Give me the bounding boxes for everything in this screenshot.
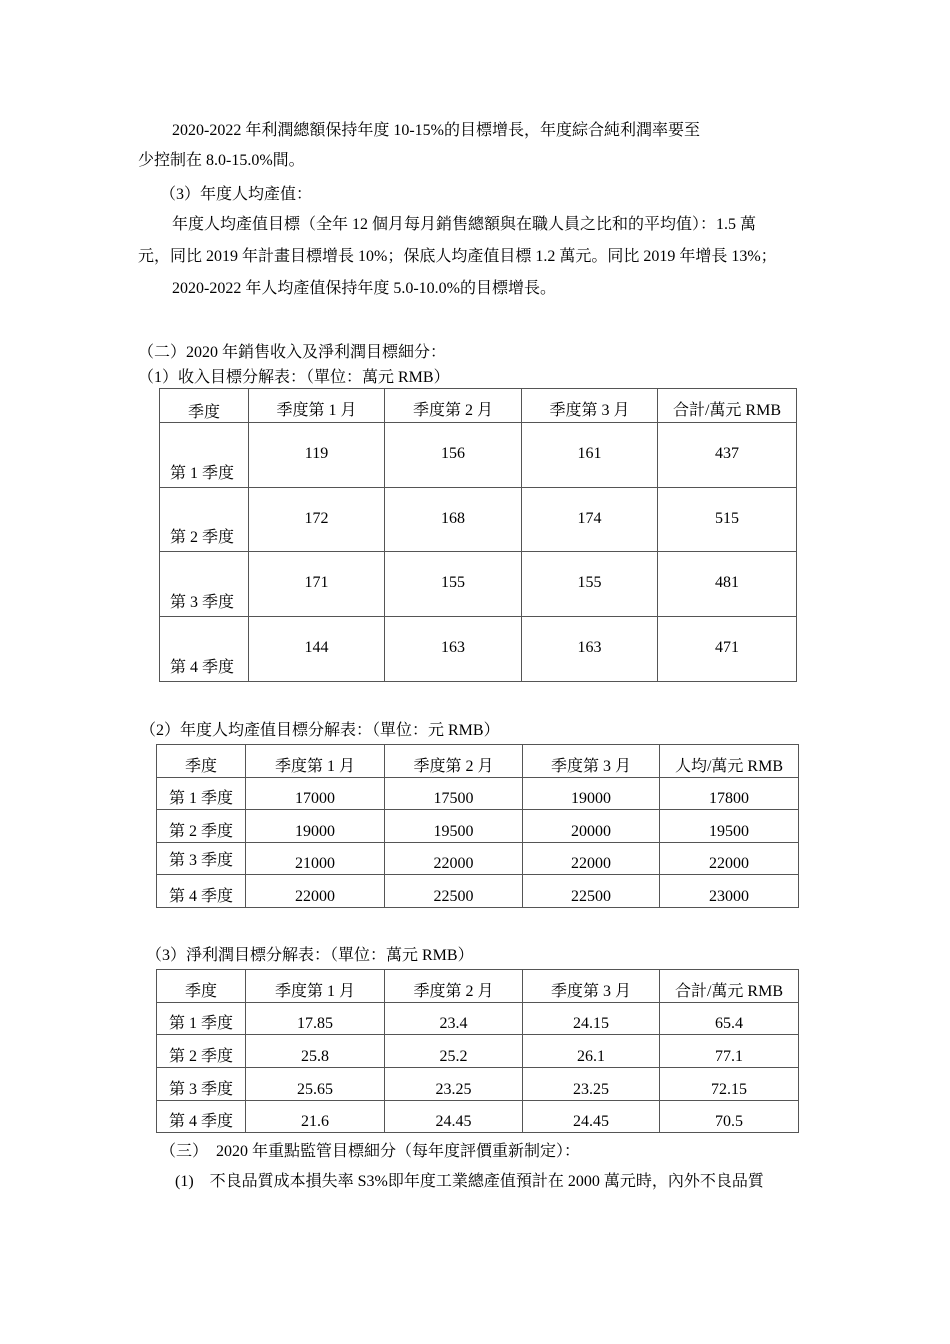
value-cell: 19500 — [385, 810, 523, 843]
value-cell: 19000 — [523, 778, 660, 810]
value-cell: 22000 — [385, 843, 523, 875]
value-cell: 22500 — [523, 875, 660, 908]
quarter-cell: 第 4 季度 — [157, 875, 246, 908]
value-cell: 119 — [249, 423, 385, 488]
table-row — [157, 810, 799, 843]
value-cell: 22000 — [523, 843, 660, 875]
header-cell: 人均/萬元 RMB — [660, 745, 799, 778]
total-cell: 481 — [658, 552, 797, 617]
total-cell: 23000 — [660, 875, 799, 908]
table-row — [157, 778, 799, 810]
total-cell: 72.15 — [660, 1068, 799, 1101]
quarter-cell: 第 2 季度 — [157, 1035, 246, 1068]
value-cell: 163 — [522, 617, 658, 682]
value-cell: 20000 — [523, 810, 660, 843]
value-cell: 23.25 — [523, 1068, 660, 1101]
quarter-cell: 第 2 季度 — [160, 488, 249, 552]
value-cell: 17500 — [385, 778, 523, 810]
value-cell: 24.45 — [385, 1101, 523, 1133]
quarter-cell: 第 1 季度 — [157, 778, 246, 810]
value-cell: 24.45 — [523, 1101, 660, 1133]
paragraph-profit-growth-line1: 2020-2022 年利潤總額保持年度 10-15%的目標增長，年度綜合純利潤率要至 — [172, 122, 700, 139]
paragraph-per-capita-target-line2: 元，同比 2019 年計畫目標增長 10%；保底人均產值目標 1.2 萬元。同比 2019 年增長 13%； — [138, 248, 777, 265]
total-cell: 471 — [658, 617, 797, 682]
value-cell: 24.15 — [523, 1003, 660, 1035]
value-cell: 155 — [522, 552, 658, 617]
total-cell: 22000 — [660, 843, 799, 875]
quarter-cell: 第 4 季度 — [160, 617, 249, 682]
section2-heading: （二）2020 年銷售收入及淨利潤目標細分： — [138, 344, 447, 361]
value-cell: 171 — [249, 552, 385, 617]
header-cell: 季度 — [160, 389, 249, 423]
table-header-row — [160, 389, 797, 423]
paragraph-per-capita-target-line1: 年度人均產值目標（全年 12 個月每月銷售總額與在職人員之比和的平均值）：1.5 萬 — [172, 216, 757, 233]
value-cell: 168 — [385, 488, 522, 552]
total-cell: 17800 — [660, 778, 799, 810]
header-cell: 季度第 1 月 — [246, 745, 385, 778]
value-cell: 23.4 — [385, 1003, 523, 1035]
value-cell: 172 — [249, 488, 385, 552]
quarter-cell: 第 3 季度 — [157, 1068, 246, 1101]
quarter-cell: 第 3 季度 — [160, 552, 249, 617]
table-row — [157, 1035, 799, 1068]
table-row — [160, 552, 797, 617]
header-cell: 季度第 2 月 — [385, 970, 523, 1003]
quarter-cell: 第 1 季度 — [160, 423, 249, 488]
value-cell: 144 — [249, 617, 385, 682]
table-header-row — [157, 970, 799, 1003]
paragraph-profit-growth-line2: 少控制在 8.0-15.0%間。 — [138, 152, 305, 169]
total-cell: 70.5 — [660, 1101, 799, 1133]
table1-caption: （1）收入目標分解表：（單位：萬元 RMB） — [138, 369, 450, 386]
quarter-cell: 第 2 季度 — [157, 810, 246, 843]
quarter-cell: 第 1 季度 — [157, 1003, 246, 1035]
value-cell: 163 — [385, 617, 522, 682]
revenue-target-table — [159, 388, 797, 682]
value-cell: 22500 — [385, 875, 523, 908]
paragraph-per-capita-growth: 2020-2022 年人均產值保持年度 5.0-10.0%的目標增長。 — [172, 280, 556, 297]
value-cell: 21.6 — [246, 1101, 385, 1133]
value-cell: 22000 — [246, 875, 385, 908]
quarter-cell: 第 4 季度 — [157, 1101, 246, 1133]
section3-item1: (1) 不良品質成本損失率 S3%即年度工業總產值預計在 2000 萬元時，內外不良品質 — [175, 1173, 764, 1190]
table-header-row — [157, 745, 799, 778]
header-cell: 季度 — [157, 745, 246, 778]
value-cell: 21000 — [246, 843, 385, 875]
table-row — [157, 1003, 799, 1035]
total-cell: 19500 — [660, 810, 799, 843]
header-cell: 季度第 3 月 — [523, 970, 660, 1003]
table3-caption: （3）淨利潤目標分解表：（單位：萬元 RMB） — [146, 947, 474, 964]
per-capita-output-table — [156, 744, 799, 908]
table-row — [157, 1101, 799, 1133]
header-cell: 季度第 2 月 — [385, 745, 523, 778]
total-cell: 515 — [658, 488, 797, 552]
table2-caption: （2）年度人均產值目標分解表：（單位：元 RMB） — [140, 722, 500, 739]
total-cell: 77.1 — [660, 1035, 799, 1068]
value-cell: 156 — [385, 423, 522, 488]
header-cell: 季度第 3 月 — [523, 745, 660, 778]
header-cell: 季度第 1 月 — [246, 970, 385, 1003]
value-cell: 17.85 — [246, 1003, 385, 1035]
heading-per-capita-output: （3）年度人均產值： — [160, 186, 313, 203]
header-cell: 合計/萬元 RMB — [660, 970, 799, 1003]
value-cell: 23.25 — [385, 1068, 523, 1101]
quarter-cell: 第 3 季度 — [157, 843, 246, 875]
net-profit-target-table — [156, 969, 799, 1133]
table-row — [160, 488, 797, 552]
header-cell: 季度第 3 月 — [522, 389, 658, 423]
header-cell: 合計/萬元 RMB — [658, 389, 797, 423]
value-cell: 25.65 — [246, 1068, 385, 1101]
header-cell: 季度第 2 月 — [385, 389, 522, 423]
value-cell: 174 — [522, 488, 658, 552]
value-cell: 155 — [385, 552, 522, 617]
value-cell: 19000 — [246, 810, 385, 843]
total-cell: 65.4 — [660, 1003, 799, 1035]
header-cell: 季度第 1 月 — [249, 389, 385, 423]
header-cell: 季度 — [157, 970, 246, 1003]
value-cell: 26.1 — [523, 1035, 660, 1068]
value-cell: 161 — [522, 423, 658, 488]
value-cell: 25.8 — [246, 1035, 385, 1068]
total-cell: 437 — [658, 423, 797, 488]
section3-heading: （三） 2020 年重點監管目標細分（每年度評價重新制定）： — [160, 1143, 581, 1160]
value-cell: 25.2 — [385, 1035, 523, 1068]
table-row — [157, 843, 799, 875]
table-row — [157, 875, 799, 908]
table-row — [160, 617, 797, 682]
table-row — [160, 423, 797, 488]
value-cell: 17000 — [246, 778, 385, 810]
table-row — [157, 1068, 799, 1101]
